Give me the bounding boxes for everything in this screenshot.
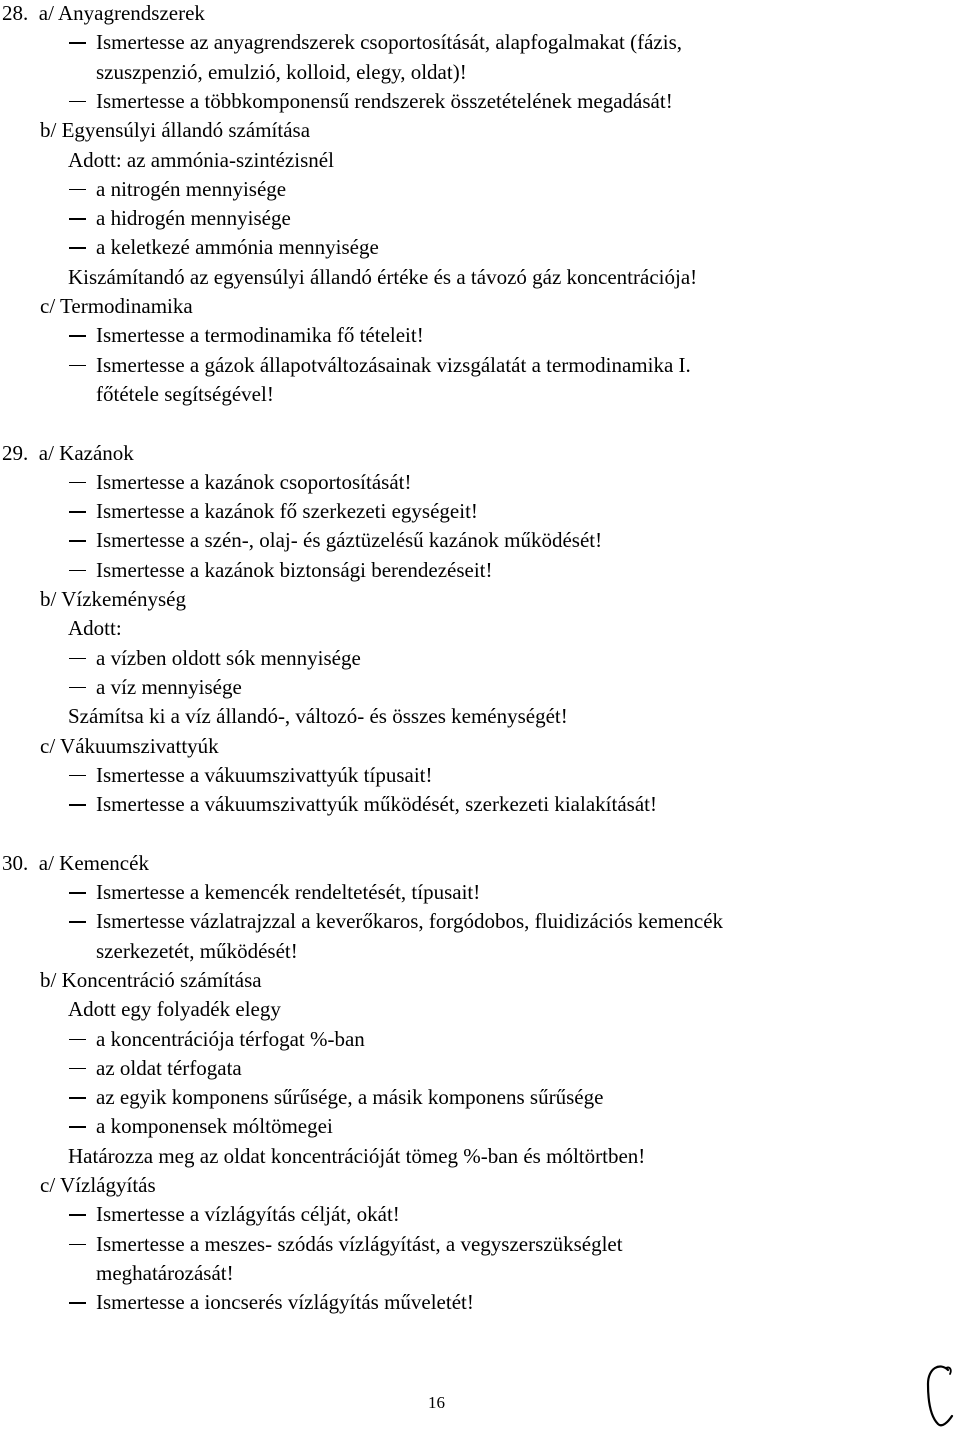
- dash-bullet-icon: [69, 1244, 86, 1246]
- dash-bullet-icon: [69, 1039, 86, 1041]
- line-text: Adott:: [68, 616, 122, 641]
- dash-bullet-icon: [69, 570, 86, 572]
- line-text: Számítsa ki a víz állandó-, változó- és összes keménységét!: [68, 704, 568, 729]
- line-text: a koncentrációja térfogat %-ban: [96, 1026, 365, 1051]
- dash-bullet-icon: [69, 189, 86, 191]
- line-text: Ismertesse a kazánok fő szerkezeti egységeit!: [96, 499, 478, 524]
- dash-bullet-icon: [69, 775, 86, 777]
- line-text: Ismertesse a többkomponensű rendszerek összetételének megadását!: [96, 88, 673, 113]
- line-text: 29. a/ Kazánok: [2, 440, 134, 465]
- line-text: az oldat térfogata: [96, 1055, 242, 1080]
- dash-bullet-icon: [69, 482, 86, 484]
- dash-bullet-icon: [69, 1126, 86, 1128]
- line-text: Adott egy folyadék elegy: [68, 997, 281, 1022]
- dash-bullet-icon: [69, 892, 86, 894]
- line-text: Ismertesse a vákuumszivattyúk működését, szerkezeti kialakítását!: [96, 792, 657, 817]
- line-text: b/ Vízkeménység: [40, 587, 186, 611]
- line-text: a komponensek móltömegei: [96, 1114, 333, 1139]
- page-number: 16: [428, 1393, 445, 1412]
- line-text: a vízben oldott sók mennyisége: [96, 645, 361, 670]
- dash-bullet-icon: [69, 335, 86, 337]
- line-text: a hidrogén mennyisége: [96, 206, 291, 231]
- line-text: Ismertesse a kazánok biztonsági berendezéseit!: [96, 557, 493, 582]
- line-text: az egyik komponens sűrűsége, a másik komponens sűrűsége: [96, 1085, 604, 1110]
- line-text: Ismertesse a vákuumszivattyúk típusait!: [96, 762, 433, 787]
- dash-bullet-icon: [69, 42, 86, 44]
- line-text: Ismertesse a meszes- szódás vízlágyítást, a vegyszerszükséglet: [96, 1231, 623, 1256]
- dash-bullet-icon: [69, 1214, 86, 1216]
- dash-bullet-icon: [69, 921, 86, 923]
- line-text: a víz mennyisége: [96, 674, 242, 699]
- handwritten-signature: [920, 1360, 956, 1430]
- line-text: Ismertesse a kazánok csoportosítását!: [96, 469, 412, 494]
- line-text: Ismertesse a ioncserés vízlágyítás műveletét!: [96, 1290, 474, 1315]
- line-text: 30. a/ Kemencék: [2, 850, 149, 875]
- line-text: szuszpenzió, emulzió, kolloid, elegy, oldat)!: [96, 59, 467, 84]
- dash-bullet-icon: [69, 365, 86, 367]
- line-text: Ismertesse a gázok állapotváltozásainak vizsgálatát a termodinamika I.: [96, 352, 691, 377]
- line-text: b/ Egyensúlyi állandó számítása: [40, 118, 311, 143]
- line-text: meghatározását!: [96, 1260, 234, 1285]
- line-text: szerkezetét, működését!: [96, 938, 298, 963]
- line-text: Határozza meg az oldat koncentrációját tömeg %-ban és móltörtben!: [68, 1143, 646, 1168]
- line-text: c/ Vákuumszivattyúk: [40, 733, 219, 758]
- line-text: c/ Termodinamika: [40, 294, 193, 318]
- dash-bullet-icon: [69, 1068, 86, 1070]
- line-text: 28. a/ Anyagrendszerek: [2, 1, 205, 25]
- dash-bullet-icon: [69, 101, 86, 103]
- line-text: Ismertesse vázlatrajzzal a keverőkaros, forgódobos, fluidizációs kemencék: [96, 909, 724, 934]
- dash-bullet-icon: [69, 540, 86, 542]
- dash-bullet-icon: [69, 511, 86, 513]
- line-text: a keletkezé ammónia mennyisége: [96, 235, 379, 260]
- dash-bullet-icon: [69, 804, 86, 806]
- line-text: Ismertesse a kemencék rendeltetését, típusait!: [96, 880, 481, 904]
- dash-bullet-icon: [69, 687, 86, 689]
- dash-bullet-icon: [69, 247, 86, 249]
- dash-bullet-icon: [69, 218, 86, 220]
- line-text: Kiszámítandó az egyensúlyi állandó értéke és a távozó gáz koncentrációja!: [68, 264, 698, 289]
- line-text: c/ Vízlágyítás: [40, 1173, 156, 1197]
- line-text: Ismertesse a vízlágyítás célját, okát!: [96, 1202, 400, 1227]
- line-text: főtétele segítségével!: [96, 381, 274, 406]
- line-text: Ismertesse a szén-, olaj- és gáztüzelésű kazánok működését!: [96, 528, 603, 553]
- line-text: b/ Koncentráció számítása: [40, 967, 262, 992]
- line-text: Adott: az ammónia-szintézisnél: [68, 147, 334, 172]
- dash-bullet-icon: [69, 658, 86, 660]
- line-text: Ismertesse a termodinamika fő tételeit!: [96, 323, 424, 348]
- dash-bullet-icon: [69, 1097, 86, 1099]
- line-text: Ismertesse az anyagrendszerek csoportosítását, alapfogalmakat (fázis,: [96, 30, 682, 55]
- dash-bullet-icon: [69, 1302, 86, 1304]
- line-text: a nitrogén mennyisége: [96, 176, 287, 201]
